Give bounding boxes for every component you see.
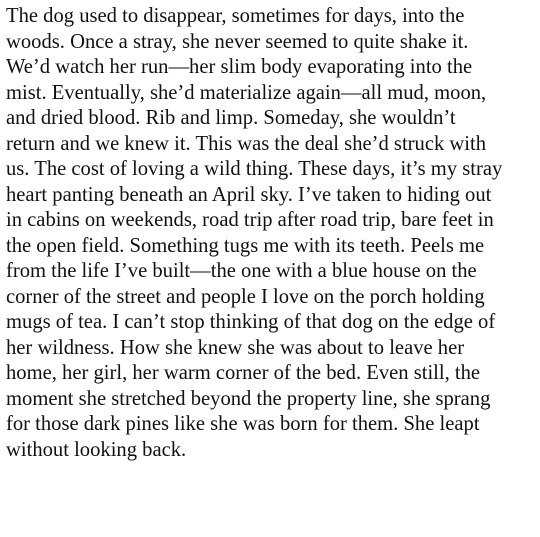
text-line: mist. Eventually, she’d materialize again—all mud, moon, bbox=[6, 81, 487, 104]
text-line: the open field. Something tugs me with its teeth. Peels me bbox=[6, 234, 485, 257]
text-line: woods. Once a stray, she never seemed to quite shake it. bbox=[6, 30, 469, 53]
text-line: home, her girl, her warm corner of the bed. Even still, the bbox=[6, 362, 481, 384]
prose-passage bbox=[6, 4, 534, 463]
text-line: from the life I’ve built—the one with a blue house on the bbox=[6, 260, 477, 282]
text-line: We’d watch her run—her slim body evaporating into the bbox=[6, 56, 473, 78]
text-line: in cabins on weekends, road trip after road trip, bare feet in bbox=[6, 209, 494, 231]
text-line: for those dark pines like she was born for them. She leapt bbox=[6, 413, 480, 435]
text-line: us. The cost of loving a wild thing. These days, it’s my stray bbox=[6, 158, 503, 180]
text-line: The dog used to disappear, sometimes for days, into the bbox=[6, 5, 465, 27]
text-line: moment she stretched beyond the property line, she sprang bbox=[6, 387, 491, 410]
text-line: and dried blood. Rib and limp. Someday, she wouldn’t bbox=[6, 107, 456, 129]
text-line: without looking back. bbox=[6, 438, 187, 461]
text-line: return and we knew it. This was the deal she’d struck with bbox=[6, 132, 487, 155]
text-line: mugs of tea. I can’t stop thinking of that dog on the edge of bbox=[6, 311, 496, 333]
text-line: her wildness. How she knew she was about to leave her bbox=[6, 336, 465, 359]
text-line: heart panting beneath an April sky. I’ve taken to hiding out bbox=[6, 183, 492, 206]
text-line: corner of the street and people I love on the porch holding bbox=[6, 285, 485, 308]
